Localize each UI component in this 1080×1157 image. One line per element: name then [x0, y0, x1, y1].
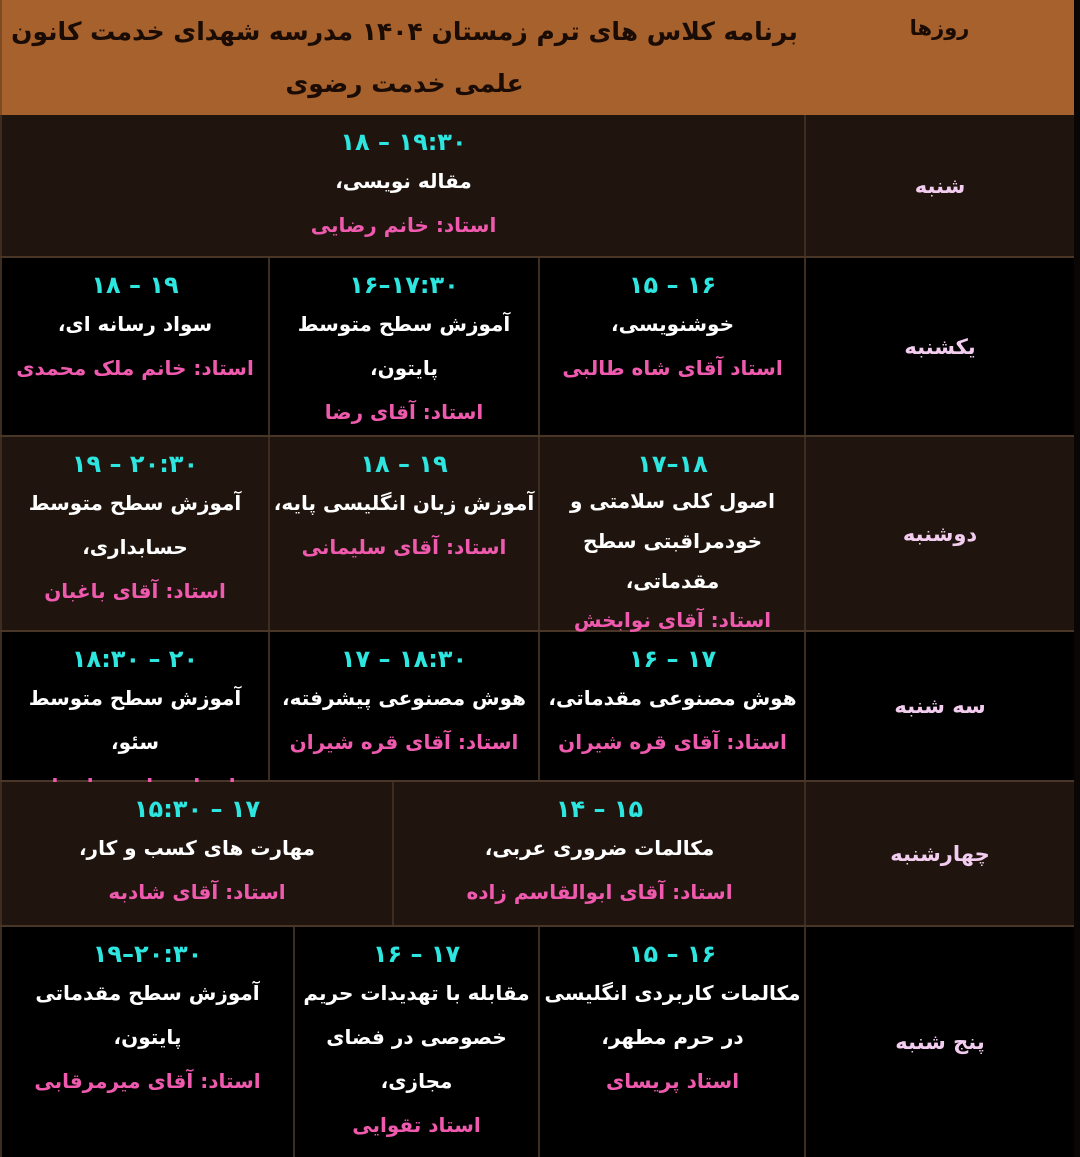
class-time: ۱۷ – ۱۸:۳۰ [340, 645, 468, 673]
class-title: آموزش سطح مقدماتی پایتون، [35, 981, 260, 1049]
class-cell [293, 927, 538, 1157]
class-time: ۱۵ – ۱۶ [628, 940, 717, 968]
class-cell [0, 437, 268, 630]
class-cell [538, 258, 805, 435]
class-time: ۱۶ – ۱۷ [628, 645, 717, 673]
class-time: ۱۵:۳۰ – ۱۷ [133, 795, 261, 823]
days-column-label: روزها [909, 16, 970, 40]
day-label: پنج شنبه [895, 1030, 985, 1054]
class-cell [0, 927, 293, 1157]
days-column-header [805, 0, 1074, 115]
day-cell-saturday [804, 115, 1074, 256]
class-teacher: استاد: آقای شادبه [108, 880, 286, 904]
class-title: آموزش سطح متوسط سئو، [28, 686, 242, 754]
class-time: ۱۸:۳۰ – ۲۰ [71, 645, 199, 673]
day-label: دوشنبه [902, 521, 978, 546]
class-time: ۱۸ – ۱۹ [91, 271, 179, 299]
row-tuesday [0, 632, 1074, 782]
day-cell-sunday [804, 258, 1074, 435]
class-title: سواد رسانه ای، [57, 312, 213, 336]
table-header [0, 0, 1074, 117]
class-time: ۱۶–۱۷:۳۰ [349, 271, 459, 299]
class-cell [268, 632, 538, 780]
right-edge-border [1074, 0, 1080, 1157]
class-teacher: استاد تقوایی [352, 1113, 481, 1137]
class-title: مقاله نویسی، [335, 169, 472, 193]
class-teacher: استاد: آقای میرمرقابی [34, 1069, 261, 1093]
row-wednesday [0, 782, 1074, 927]
class-title: مقابله با تهدیدات حریم [303, 981, 530, 1005]
class-title: هوش مصنوعی مقدماتی، [548, 686, 797, 710]
class-cell [0, 632, 268, 780]
class-title: آموزش سطح متوسط [297, 312, 511, 336]
class-time: ۱۸ – ۱۹:۳۰ [340, 128, 467, 156]
row-sunday [0, 258, 1074, 437]
class-cell [538, 632, 805, 780]
class-cell [538, 437, 805, 630]
class-cell [538, 927, 805, 1157]
class-time: ۱۸ – ۱۹ [360, 450, 448, 478]
class-teacher: استاد: آقای نوابخش [573, 608, 772, 632]
class-cell [268, 437, 538, 630]
day-label: یکشنبه [904, 334, 976, 359]
class-teacher: استاد: خانم رضایی [310, 213, 497, 237]
class-teacher: استاد آقای شاه طالبی [562, 356, 783, 380]
day-cell-wednesday [804, 782, 1074, 925]
class-title: خودمراقبتی سطح مقدماتی، [582, 529, 763, 593]
class-title: مکالمات کاربردی انگلیسی [544, 981, 801, 1005]
class-teacher: استاد: آقای باغبان [44, 579, 226, 603]
row-saturday [0, 115, 1074, 258]
class-time: ۱۹ – ۲۰:۳۰ [71, 450, 199, 478]
class-title: اصول کلی سلامتی و [569, 489, 776, 513]
class-title: مهارت های کسب و کار، [78, 836, 316, 860]
day-label: شنبه [914, 173, 966, 198]
class-teacher: استاد: آقای سلیمانی [301, 535, 507, 559]
class-cell [0, 258, 268, 435]
class-title: آموزش زبان انگلیسی پایه، [273, 491, 535, 515]
day-cell-monday [804, 437, 1074, 630]
class-teacher: استاد: آقای رضا [324, 400, 484, 424]
day-cell-tuesday [804, 632, 1074, 780]
class-time: ۱۵ – ۱۶ [628, 271, 717, 299]
class-title: آموزش سطح متوسط [28, 491, 242, 515]
class-teacher: استاد: آقای ابوالقاسم زاده [466, 880, 733, 904]
schedule-title-cell [0, 0, 807, 115]
class-title: مجازی، [380, 1069, 453, 1093]
class-title: حسابداری، [82, 535, 188, 559]
class-time: ۱۹–۲۰:۳۰ [92, 940, 203, 968]
class-cell [0, 115, 805, 256]
class-cell [0, 782, 392, 925]
row-thursday [0, 927, 1074, 1157]
schedule-title-line-1: برنامه کلاس های ترم زمستان ۱۴۰۴ مدرسه شهدای خدمت کانون [11, 16, 798, 46]
class-cell [268, 258, 538, 435]
class-teacher: استاد: آقای قره شیران [558, 730, 787, 754]
day-label: سه شنبه [894, 694, 986, 718]
class-teacher: استاد: خانم ملک محمدی [16, 356, 254, 380]
class-time: ۱۷–۱۸ [637, 450, 708, 478]
class-title: پایتون، [370, 356, 438, 380]
class-time: ۱۶ – ۱۷ [372, 940, 461, 968]
class-teacher: استاد پریسای [605, 1069, 740, 1093]
day-cell-thursday [804, 927, 1074, 1157]
row-monday [0, 437, 1074, 632]
class-title: در حرم مطهر، [601, 1025, 744, 1049]
class-cell [392, 782, 805, 925]
class-title: خوشنویسی، [610, 312, 735, 336]
class-title: هوش مصنوعی پیشرفته، [281, 686, 527, 710]
class-title: خصوصی در فضای [326, 1025, 507, 1049]
class-time: ۱۴ – ۱۵ [555, 795, 644, 823]
class-title: مکالمات ضروری عربی، [484, 836, 715, 860]
class-teacher: استاد: آقای قره شیران [289, 730, 519, 754]
day-label: چهارشنبه [890, 841, 990, 866]
schedule-title-line-2: علمی خدمت رضوی [285, 68, 524, 98]
